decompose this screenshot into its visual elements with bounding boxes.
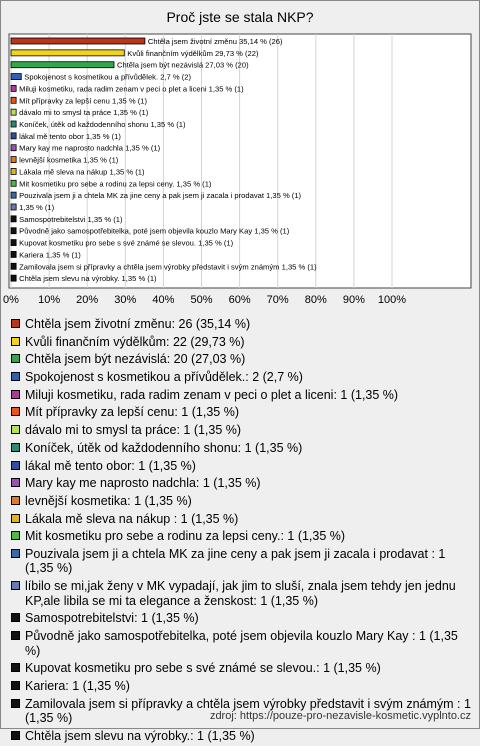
bar — [11, 168, 16, 174]
chart-title: Proč jste se stala NKP? — [166, 9, 314, 25]
legend-swatch — [11, 663, 20, 672]
x-tick-label: 100% — [377, 294, 407, 306]
bar-label: dávalo mi to smysl ta práce 1,35 % (1) — [19, 108, 149, 118]
legend-label: Kariera: 1 (1,35 %) — [25, 678, 130, 693]
bar-label: levnější kosmetika 1,35 % (1) — [19, 155, 119, 165]
x-tick-label: 60% — [228, 294, 251, 306]
bar — [11, 50, 124, 56]
bar — [11, 204, 16, 210]
bar — [11, 263, 16, 269]
bar-label: Lákala mě sleva na nákup 1,35 % (1) — [19, 167, 145, 177]
bar — [11, 109, 16, 115]
legend-swatch — [11, 407, 20, 416]
legend-swatch — [11, 681, 20, 690]
legend-item — [11, 370, 473, 385]
legend-item — [11, 317, 473, 332]
bar — [11, 251, 16, 257]
bar-label: Chtěla jsem být nezávislá 27,03 % (20) — [116, 60, 249, 70]
legend-label: Mít přípravky za lepší cenu: 1 (1,35 %) — [25, 405, 239, 420]
bar-label: Koníček, útěk od každodenního shonu 1,35 % (1) — [19, 120, 186, 129]
legend-swatch — [11, 549, 20, 558]
legend-swatch — [11, 372, 20, 381]
legend-item — [11, 729, 473, 744]
source-note: zdroj: https://pouze-pro-nezavisle-kosmetic.vyplnto.cz — [209, 710, 471, 722]
legend-label: Samospotrebitelstvi: 1 (1,35 %) — [25, 611, 199, 626]
bar — [11, 192, 16, 198]
legend-swatch — [11, 461, 20, 470]
legend-label: lákal mě tento obor: 1 (1,35 %) — [25, 458, 196, 473]
legend-swatch — [11, 443, 20, 452]
bar — [11, 74, 21, 80]
legend-label: Chtěla jsem slevu na výrobky.: 1 (1,35 %) — [25, 728, 255, 743]
x-tick-label: 30% — [114, 294, 137, 306]
legend-item — [11, 529, 473, 544]
bar-label: 1,35 % (1) — [19, 203, 55, 212]
x-tick-label: 20% — [76, 294, 99, 306]
legend-item — [11, 423, 473, 438]
legend-item — [11, 579, 473, 608]
legend-label: Lákala mě sleva na nákup : 1 (1,35 %) — [25, 511, 239, 526]
legend-item — [11, 494, 473, 509]
legend-item — [11, 679, 473, 694]
legend-swatch — [11, 613, 20, 622]
legend-swatch — [11, 496, 20, 505]
bar — [11, 97, 16, 103]
legend-item — [11, 661, 473, 676]
bar — [11, 121, 16, 127]
legend-label: Chtěla jsem životní změnu: 26 (35,14 %) — [25, 317, 251, 331]
legend-item — [11, 611, 473, 626]
legend-item — [11, 629, 473, 658]
legend-swatch — [11, 478, 20, 487]
bar — [11, 275, 16, 281]
legend-swatch — [11, 731, 20, 740]
bar — [11, 62, 114, 68]
bar — [11, 85, 16, 91]
legend-swatch — [11, 531, 20, 540]
legend-swatch — [11, 514, 20, 523]
bar-label: lákal mě tento obor 1,35 % (1) — [19, 131, 121, 141]
x-tick-label: 50% — [190, 294, 213, 306]
legend-label: Chtěla jsem být nezávislá: 20 (27,03 %) — [25, 352, 246, 367]
bar-label: Původně jako samospotřebitelka, poté jsem objevila kouzlo Mary Kay 1,35 % (1) — [19, 226, 290, 236]
bar-label: Mary kay me naprosto nadchla 1,35 % (1) — [19, 143, 161, 153]
bar-label: Mít přípravky za lepší cenu 1,35 % (1) — [19, 96, 148, 106]
legend-item — [11, 459, 473, 474]
legend-item — [11, 405, 473, 420]
legend-label: Spokojenost s kosmetikou a přívůdělek.: 2 (2,7 %) — [25, 370, 303, 385]
chart-legend — [11, 317, 473, 746]
bar-label: Spokojenost s kosmetikou a přívůdělek. 2,7 % (2) — [24, 72, 192, 82]
legend-swatch — [11, 354, 20, 363]
bar-label: Miluji kosmetiku, rada radim zenam v peci o plet a liceni 1,35 % (1) — [19, 84, 244, 94]
bar-label: Mit kosmetiku pro sebe a rodinu za lepsi ceny. 1,35 % (1) — [19, 179, 212, 189]
legend-label: Miluji kosmetiku, rada radim zenam v peci o plet a liceni: 1 (1,35 %) — [25, 387, 399, 402]
legend-item — [11, 352, 473, 367]
x-tick-label: 80% — [304, 294, 327, 306]
x-tick-label: 70% — [266, 294, 289, 306]
bar — [11, 133, 16, 139]
legend-item — [11, 512, 473, 527]
legend-item — [11, 441, 473, 456]
bar-label: Zamilovala jsem si přípravky a chtěla jsem výrobky představit i svým známým 1,35 % (1) — [19, 262, 317, 272]
bar — [11, 180, 16, 186]
x-tick-label: 90% — [342, 294, 365, 306]
legend-swatch — [11, 631, 20, 640]
bar-label: Kupovat kosmetiku pro sebe s své známé se slevou. 1,35 % (1) — [19, 238, 234, 248]
x-tick-label: 10% — [38, 294, 61, 306]
legend-label: Koníček, útěk od každodenního shonu: 1 (1,35 %) — [25, 440, 303, 455]
legend-label: Zamilovala jsem si přípravky a chtěla jsem výrobky představit i svým známým : 1 (1,35 %) — [25, 696, 471, 726]
bar — [11, 240, 16, 246]
legend-item — [11, 335, 473, 350]
legend-swatch — [11, 337, 20, 346]
legend-label: Pouzivala jsem ji a chtela MK za jine ceny a pak jsem ji zacala i prodavat : 1 (1,35 %) — [25, 546, 446, 576]
legend-item — [11, 476, 473, 491]
bar-label: Chtěla jsem slevu na výrobky. 1,35 % (1) — [19, 274, 157, 284]
legend-label: Kvůli finančním výdělkům: 22 (29,73 %) — [25, 334, 245, 349]
legend-label: Mit kosmetiku pro sebe a rodinu za lepsi ceny.: 1 (1,35 %) — [25, 529, 346, 544]
legend-label: levnější kosmetika: 1 (1,35 %) — [25, 493, 192, 508]
bar-label: Samospotrebitelstvi 1,35 % (1) — [19, 214, 123, 224]
legend-label: líbilo se mi,jak ženy v MK vypadají, jak jim to sluší, znala jsem tehdy jen jednu KP,ale libila se mi ta elegance a ženskost: 1 (1,35 %) — [25, 579, 456, 608]
bar-chart — [1, 31, 479, 313]
bar-label: Kvůli finančním výdělkům 29,73 % (22) — [127, 48, 259, 58]
bar-label: Kariera 1,35 % (1) — [19, 250, 81, 260]
bar — [11, 145, 16, 151]
bar — [11, 38, 145, 44]
x-tick-label: 0% — [3, 294, 19, 306]
legend-swatch — [11, 319, 20, 328]
bar-label: Pouzivala jsem ji a chtela MK za jine ceny a pak jsem ji zacala i prodavat 1,35 % (1) — [19, 191, 302, 201]
legend-label: Mary kay me naprosto nadchla: 1 (1,35 %) — [25, 476, 261, 491]
legend-swatch — [11, 390, 20, 399]
bar — [11, 157, 16, 163]
legend-label: dávalo mi to smysl ta práce: 1 (1,35 %) — [25, 423, 242, 438]
legend-label: Kupovat kosmetiku pro sebe s své známé se slevou.: 1 (1,35 %) — [25, 661, 381, 676]
legend-item — [11, 388, 473, 403]
legend-swatch — [11, 699, 20, 708]
bar — [11, 216, 16, 222]
legend-item — [11, 547, 473, 576]
legend-swatch — [11, 581, 20, 590]
x-tick-label: 40% — [152, 294, 175, 306]
bar — [11, 228, 16, 234]
legend-swatch — [11, 425, 20, 434]
bar-label: Chtěla jsem životní změnu 35,14 % (26) — [147, 37, 283, 46]
legend-label: Původně jako samospotřebitelka, poté jsem objevila kouzlo Mary Kay : 1 (1,35 %) — [25, 629, 458, 658]
